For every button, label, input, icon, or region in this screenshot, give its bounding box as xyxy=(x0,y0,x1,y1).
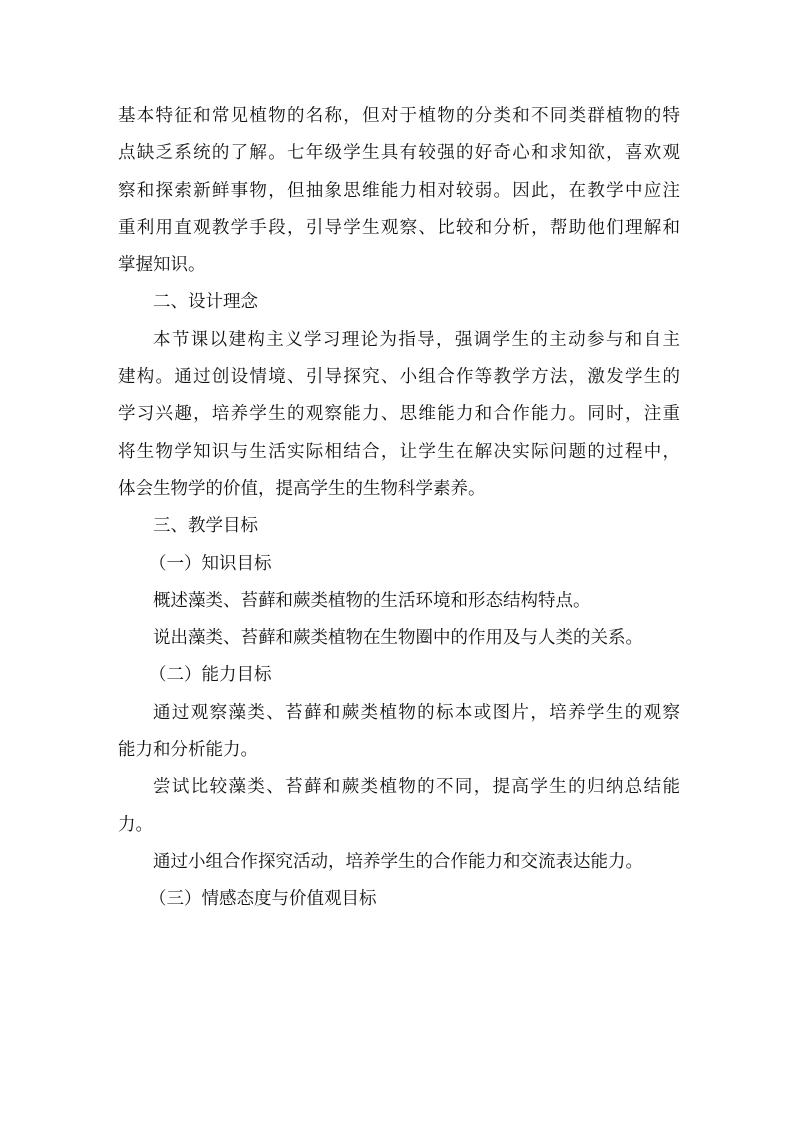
paragraph-line: 通过小组合作探究活动，培养学生的合作能力和交流表达能力。 xyxy=(153,851,643,872)
section-heading: 三、教学目标 xyxy=(153,516,258,537)
subsection-heading: （三）情感态度与价值观目标 xyxy=(149,889,377,910)
paragraph-line: 力。 xyxy=(118,814,153,835)
document-body xyxy=(118,98,680,919)
paragraph-line: 察和探索新鲜事物，但抽象思维能力相对较弱。因此，在教学中应注 xyxy=(118,180,680,201)
paragraph-line: 学习兴趣，培养学生的观察能力、思维能力和合作能力。同时，注重 xyxy=(118,404,680,425)
section-heading: 二、设计理念 xyxy=(153,292,258,313)
paragraph-line: 将生物学知识与生活实际相结合，让学生在解决实际问题的过程中， xyxy=(118,441,680,462)
paragraph-line: 点缺乏系统的了解。七年级学生具有较强的好奇心和求知欲，喜欢观 xyxy=(118,143,680,164)
paragraph-line: 能力和分析能力。 xyxy=(118,740,258,761)
paragraph-line: 通过观察藻类、苔藓和蕨类植物的标本或图片，培养学生的观察 xyxy=(153,702,680,723)
paragraph-line: 重利用直观教学手段，引导学生观察、比较和分析，帮助他们理解和 xyxy=(118,217,680,238)
paragraph-line: 基本特征和常见植物的名称，但对于植物的分类和不同类群植物的特 xyxy=(118,106,680,126)
subsection-heading: （二）能力目标 xyxy=(149,665,272,686)
paragraph-line: 概述藻类、苔藓和蕨类植物的生活环境和形态结构特点。 xyxy=(153,590,591,611)
paragraph-line: 本节课以建构主义学习理论为指导，强调学生的主动参与和自主 xyxy=(153,329,680,350)
subsection-heading: （一）知识目标 xyxy=(149,553,272,574)
paragraph-line: 尝试比较藻类、苔藓和蕨类植物的不同，提高学生的归纳总结能 xyxy=(153,777,680,798)
paragraph-line: 说出藻类、苔藓和蕨类植物在生物圈中的作用及与人类的关系。 xyxy=(153,628,643,649)
paragraph-line: 体会生物学的价值，提高学生的生物科学素养。 xyxy=(118,478,486,499)
paragraph-line: 掌握知识。 xyxy=(118,255,206,276)
paragraph-line: 建构。通过创设情境、引导探究、小组合作等教学方法，激发学生的 xyxy=(118,367,680,388)
